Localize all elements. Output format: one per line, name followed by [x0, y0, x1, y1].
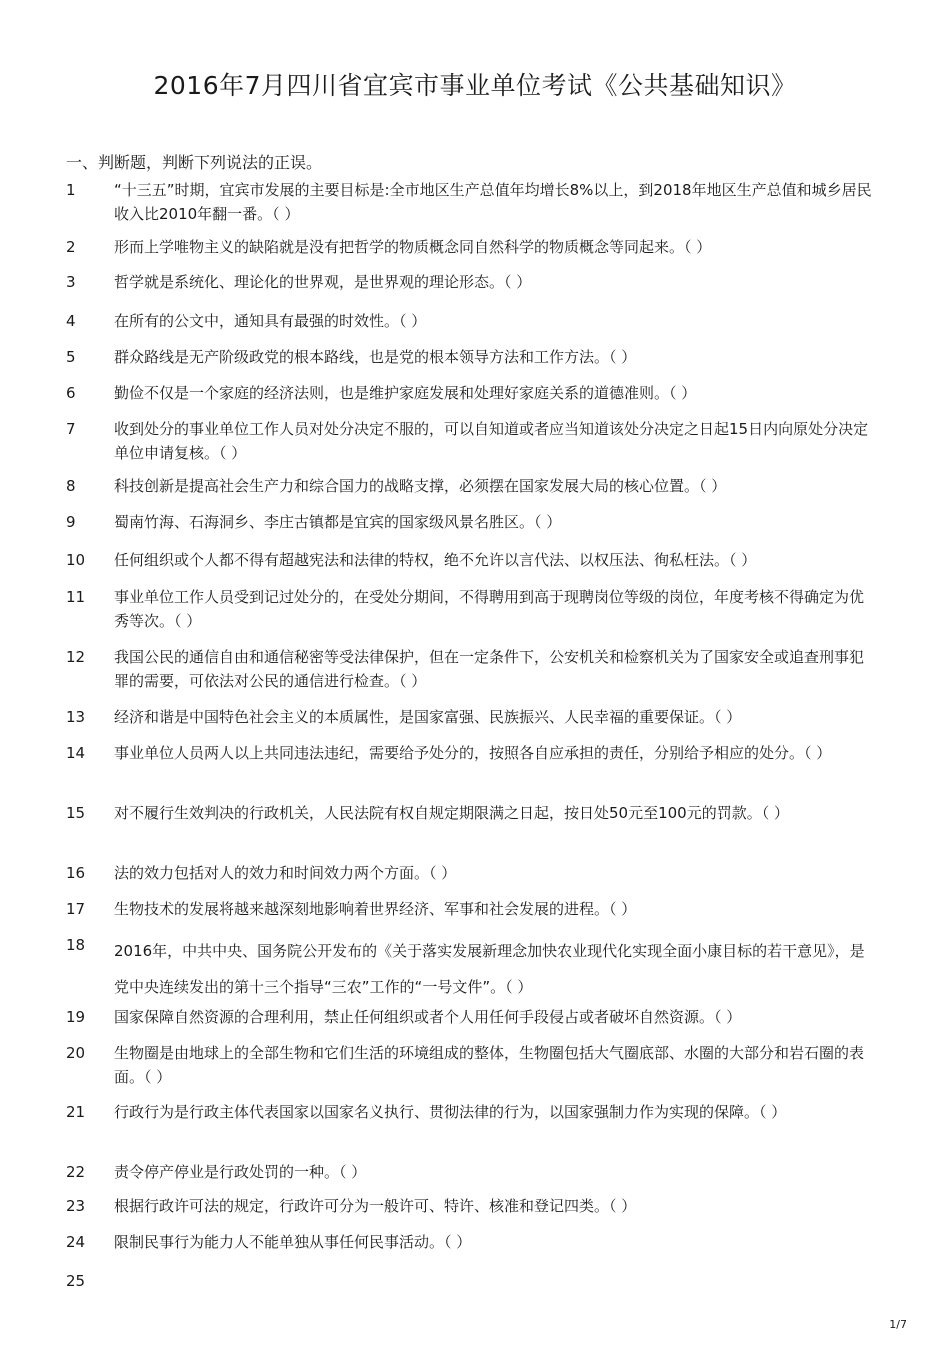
question-text: 生物圈是由地球上的全部生物和它们生活的环境组成的整体，生物圈包括大气圈底部、水圈的大部分和岩石圈的表面。（ ） [114, 1044, 865, 1086]
question-text: 群众路线是无产阶级政党的根本路线，也是党的根本领导方法和工作方法。（ ） [114, 348, 637, 366]
question-text: 事业单位人员两人以上共同违法违纪，需要给予处分的，按照各自应承担的责任，分别给予相应的处分。（ ） [114, 744, 832, 762]
question-number: 23 [66, 1197, 86, 1215]
question-text: 收到处分的事业单位工作人员对处分决定不服的，可以自知道或者应当知道该处分决定之日起15日内向原处分决定单位申请复核。（ ） [114, 420, 869, 462]
question-text: 根据行政许可法的规定，行政许可分为一般许可、特许、核准和登记四类。（ ） [114, 1197, 637, 1215]
question-number: 19 [66, 1008, 86, 1026]
question-number: 3 [66, 273, 76, 291]
question-text: 责令停产停业是行政处罚的一种。（ ） [114, 1163, 367, 1181]
question-number: 21 [66, 1103, 86, 1121]
question-number: 1 [66, 181, 76, 199]
question-number: 11 [66, 588, 86, 606]
question-number: 12 [66, 648, 86, 666]
document-title: 2016年7月四川省宜宾市事业单位考试《公共基础知识》 [153, 71, 797, 100]
question-number: 10 [66, 551, 86, 569]
question-text: 哲学就是系统化、理论化的世界观，是世界观的理论形态。（ ） [114, 273, 532, 291]
question-number: 4 [66, 312, 76, 330]
question-number: 15 [66, 804, 86, 822]
question-text: 我国公民的通信自由和通信秘密等受法律保护，但在一定条件下，公安机关和检察机关为了国家安全或追查刑事犯罪的需要，可依法对公民的通信进行检查。（ ） [114, 648, 865, 690]
question-number: 7 [66, 420, 76, 438]
question-number: 25 [66, 1272, 86, 1290]
question-number: 6 [66, 384, 76, 402]
question-number: 13 [66, 708, 86, 726]
question-text: 法的效力包括对人的效力和时间效力两个方面。（ ） [114, 864, 457, 882]
question-number: 16 [66, 864, 86, 882]
question-text: 2016年，中共中央、国务院公开发布的《关于落实发展新理念加快农业现代化实现全面小康目标的若干意见》，是党中央连续发出的第十三个指导“三农”工作的“一号文件”。（ ） [114, 942, 865, 996]
question-text: 生物技术的发展将越来越深刻地影响着世界经济、军事和社会发展的进程。（ ） [114, 900, 637, 918]
page-indicator: 1/7 [889, 1318, 907, 1331]
question-text: 在所有的公文中，通知具有最强的时效性。（ ） [114, 312, 427, 330]
question-text: 对不履行生效判决的行政机关，人民法院有权自规定期限满之日起，按日处50元至100元的罚款。（ ） [114, 804, 789, 822]
question-number: 22 [66, 1163, 86, 1181]
question-text: 行政行为是行政主体代表国家以国家名义执行、贯彻法律的行为，以国家强制力作为实现的保障。（ ） [114, 1103, 787, 1121]
question-text: 事业单位工作人员受到记过处分的，在受处分期间，不得聘用到高于现聘岗位等级的岗位，年度考核不得确定为优秀等次。（ ） [114, 588, 865, 630]
question-text: 勤俭不仅是一个家庭的经济法则，也是维护家庭发展和处理好家庭关系的道德准则。（ ） [114, 384, 697, 402]
question-text: 蜀南竹海、石海洞乡、李庄古镇都是宜宾的国家级风景名胜区。（ ） [114, 513, 562, 531]
question-number: 2 [66, 238, 76, 256]
question-text: 形而上学唯物主义的缺陷就是没有把哲学的物质概念同自然科学的物质概念等同起来。（ ） [114, 238, 712, 256]
question-text: 限制民事行为能力人不能单独从事任何民事活动。（ ） [114, 1233, 472, 1251]
question-number: 17 [66, 900, 86, 918]
question-text: 任何组织或个人都不得有超越宪法和法律的特权，绝不允许以言代法、以权压法、徇私枉法。（ ） [114, 551, 757, 569]
question-number: 14 [66, 744, 86, 762]
question-text: 国家保障自然资源的合理利用，禁止任何组织或者个人用任何手段侵占或者破坏自然资源。（ ） [114, 1008, 742, 1026]
question-number: 18 [66, 936, 86, 954]
question-number: 5 [66, 348, 76, 366]
question-text: 科技创新是提高社会生产力和综合国力的战略支撑，必须摆在国家发展大局的核心位置。（ ） [114, 477, 727, 495]
question-number: 8 [66, 477, 76, 495]
section-heading: 一、判断题，判断下列说法的正误。 [66, 153, 323, 172]
question-number: 20 [66, 1044, 86, 1062]
question-number: 9 [66, 513, 76, 531]
question-text: “十三五”时期，宜宾市发展的主要目标是:全市地区生产总值年均增长8%以上，到2018年地区生产总值和城乡居民收入比2010年翻一番。（ ） [114, 181, 872, 223]
question-text: 经济和谐是中国特色社会主义的本质属性，是国家富强、民族振兴、人民幸福的重要保证。（ ） [114, 708, 742, 726]
question-number: 24 [66, 1233, 86, 1251]
